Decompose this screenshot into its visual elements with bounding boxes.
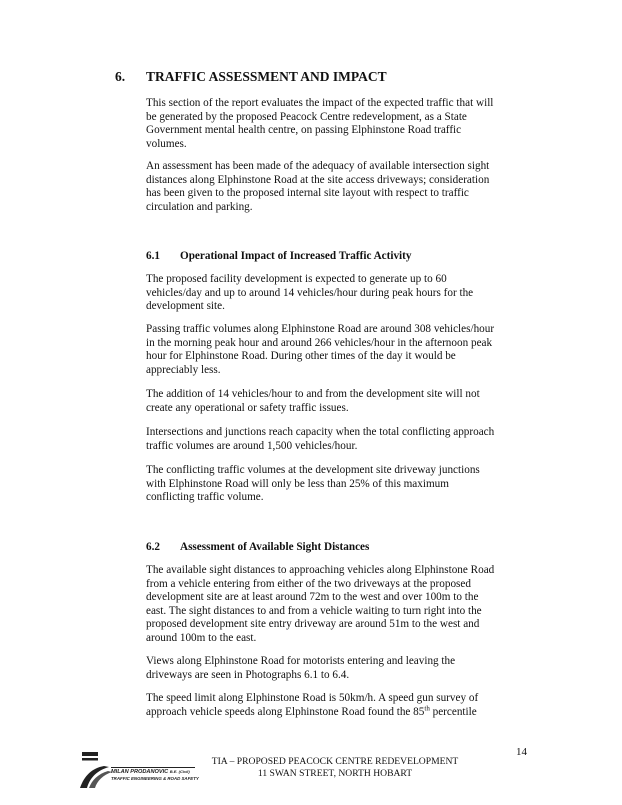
subsection-title: Operational Impact of Increased Traffic Activity bbox=[180, 250, 412, 262]
paragraph-6-1-3: The addition of 14 vehicles/hour to and from the development site will not create any operational or safety traffic issues. bbox=[146, 388, 480, 414]
logo-name-line bbox=[111, 769, 199, 776]
section-number: 6. bbox=[115, 69, 126, 84]
paragraph-6-1-5: The conflicting traffic volumes at the development site driveway junctions with Elphinstone Road will only be less than 25% of this maximum conflicting traffic volume. bbox=[146, 464, 480, 503]
subsection-heading-6-1 bbox=[146, 250, 411, 262]
paragraph-6-1-1: The proposed facility development is expected to generate up to 60 vehicles/day and up to around 14 vehicles/hour during peak hours for the development site. bbox=[146, 273, 474, 312]
paragraph-6-1-2: Passing traffic volumes along Elphinstone Road are around 308 vehicles/hour in the morning peak hour and around 266 vehicles/hour in the afternoon peak hour for Elphinstone Road. During other times of the day it would be appreciably less. bbox=[146, 323, 495, 376]
paragraph-6-1-4: Intersections and junctions reach capacity when the total conflicting approach traffic volumes are around 1,500 vehicles/hour. bbox=[146, 426, 495, 452]
logo-suffix: B.E. (Civil) bbox=[169, 769, 190, 774]
company-logo bbox=[78, 750, 198, 790]
paragraph-text-end: percentile bbox=[429, 705, 477, 718]
footer-line-2: 11 SWAN STREET, NORTH HOBART bbox=[257, 768, 413, 779]
page-footer bbox=[190, 756, 480, 780]
section-title: TRAFFIC ASSESSMENT AND IMPACT bbox=[146, 69, 387, 84]
paragraph-6-2-2: Views along Elphinstone Road for motorists entering and leaving the driveways are seen in Photographs 6.1 to 6.4. bbox=[146, 655, 456, 681]
intro-paragraph-1: This section of the report evaluates the impact of the expected traffic that will be generated by the proposed Peacock Centre redevelopment, as a State Government mental health centre, on passing Elphinstone Road traffic volumes. bbox=[146, 97, 494, 150]
paragraph-6-2-1: The available sight distances to approaching vehicles along Elphinstone Road from a vehicle entering from either of the two driveways at the proposed development site are at least around 72m to the west and over 100m to the east. The sight distances to and from a vehicle waiting to turn right into the proposed development site entry driveway are around 51m to the west and around 100m to the east. bbox=[146, 564, 495, 644]
subsection-title: Assessment of Available Sight Distances bbox=[180, 541, 370, 553]
superscript: th bbox=[424, 703, 430, 712]
page-number: 14 bbox=[516, 746, 527, 758]
logo-text bbox=[111, 769, 199, 782]
subsection-number: 6.1 bbox=[146, 250, 160, 262]
intro-paragraph-2: An assessment has been made of the adequacy of available intersection sight distances along Elphinstone Road at the site access driveways; consideration has been given to the proposed internal site layout with respect to traffic circulation and parking. bbox=[146, 160, 490, 213]
subsection-heading-6-2 bbox=[146, 541, 369, 553]
subsection-number: 6.2 bbox=[146, 541, 160, 553]
logo-tagline: TRAFFIC ENGINEERING & ROAD SAFETY bbox=[111, 775, 199, 781]
section-heading bbox=[115, 69, 387, 85]
paragraph-6-2-3 bbox=[146, 692, 518, 719]
footer-line-1: TIA – PROPOSED PEACOCK CENTRE REDEVELOPMENT bbox=[211, 756, 459, 767]
logo-name: MILAN PRODANOVIC bbox=[111, 769, 169, 775]
paragraph-text: The speed limit along Elphinstone Road is 50km/h. A speed gun survey of approach vehicle speeds along Elphinstone Road found the 85 bbox=[146, 692, 479, 718]
